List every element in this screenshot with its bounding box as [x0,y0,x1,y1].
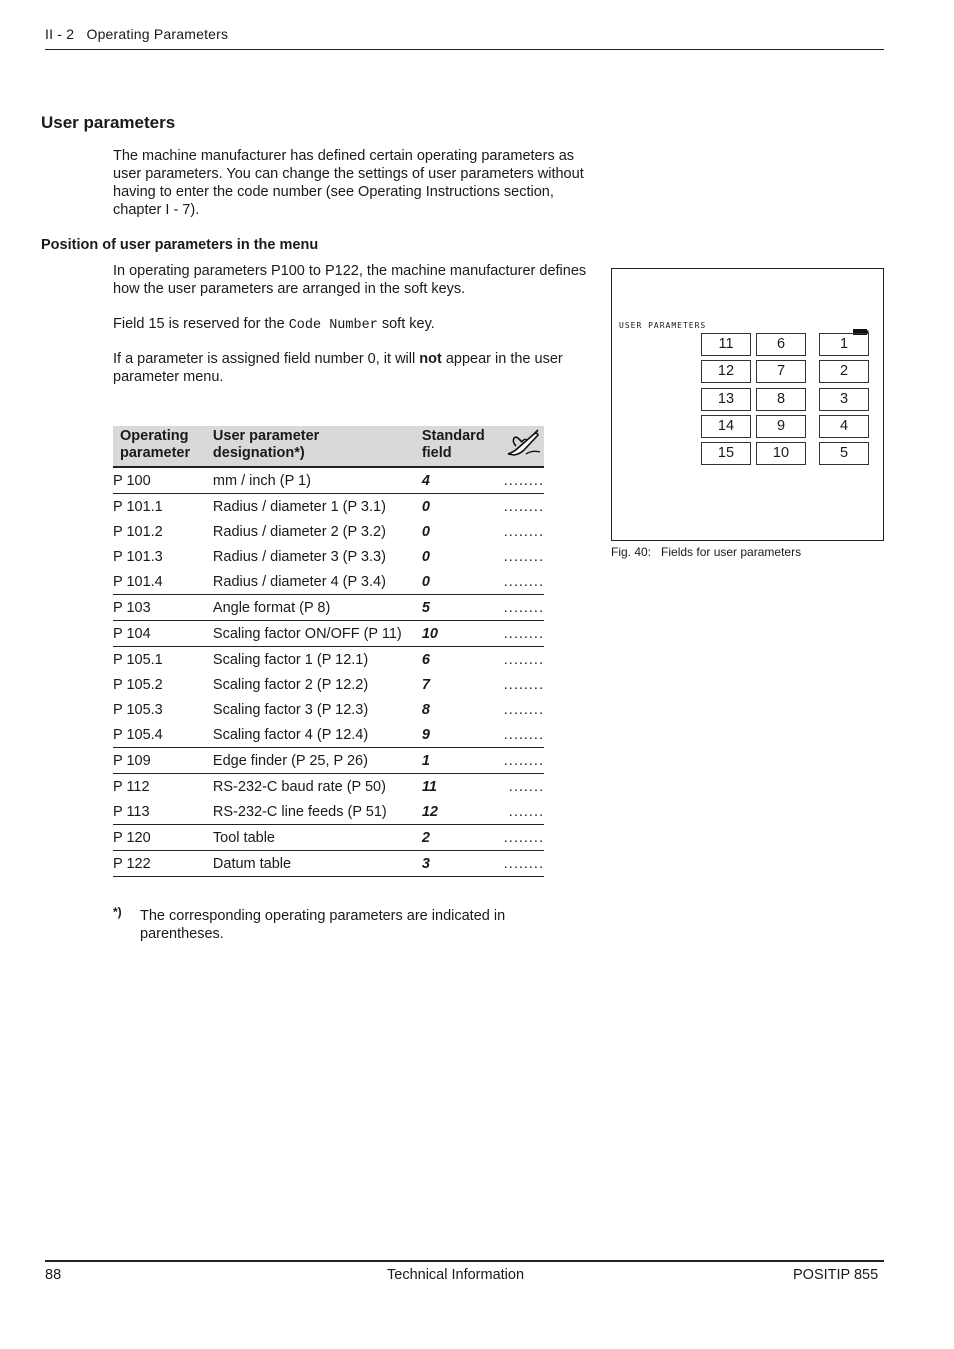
table-row [113,851,544,877]
subsection-title: Position of user parameters in the menu [41,237,319,253]
parameter-cell: P 105.1 [113,652,163,668]
entry-cell: ........ [504,467,544,494]
soft-key-field: 4 [819,415,869,438]
entry-cell: ........ [504,569,544,595]
standard-field-cell: 1 [422,748,504,774]
designation-cell: Scaling factor 2 (P 12.2) [212,677,369,693]
standard-field-cell: 8 [421,702,430,718]
entry-cell: ........ [504,748,544,774]
parameter-cell: P 101.4 [113,569,213,595]
table-row [113,748,544,774]
parameter-cell: P 103 [113,595,213,621]
running-header: II - 2 Operating Parameters [45,26,229,42]
designation-cell: Scaling factor ON/OFF (P 11) [213,621,422,647]
entry-cell: ....... [504,799,544,825]
table-row [113,494,544,520]
entry-cell: ........ [503,677,544,693]
designation-cell: Radius / diameter 3 (P 3.3) [212,549,386,565]
table-header-row [113,426,544,467]
designation-cell: Scaling factor 3 (P 12.3) [212,702,369,718]
paragraph-field-0 [113,350,588,386]
header-rule [45,49,884,50]
user-parameter-table [113,426,544,877]
standard-field-cell: 2 [422,825,504,851]
entry-cell: ........ [504,595,544,621]
soft-key-field: 13 [701,388,751,411]
standard-field-cell: 0 [421,549,430,565]
figure-caption: Fig. 40: Fields for user parameters [611,545,802,559]
table-row [113,595,544,621]
soft-key-field: 1 [819,333,869,356]
standard-field-cell: 6 [421,652,430,668]
table-row [113,825,544,851]
designation-cell: RS-232-C line feeds (P 51) [213,799,422,825]
standard-field-cell: 0 [422,569,504,595]
parameter-cell: P 105.4 [113,722,213,748]
standard-field-cell: 0 [421,524,430,540]
entry-cell: ........ [504,825,544,851]
entry-cell: ........ [504,621,544,647]
standard-field-cell: 12 [422,799,504,825]
table-row [113,799,544,825]
designation-cell: Edge finder (P 25, P 26) [213,748,422,774]
soft-key-field: 2 [819,360,869,383]
soft-key-field: 15 [701,442,751,465]
header-designation-line2: designation*) [212,445,305,461]
table-row [113,467,544,494]
parameter-cell: P 109 [113,748,213,774]
entry-cell: ........ [504,722,544,748]
footer-product: POSITIP 855 [793,1267,879,1283]
entry-cell: ........ [503,499,544,515]
designation-cell: Scaling factor 4 (P 12.4) [213,722,422,748]
designation-cell: Tool table [213,825,422,851]
standard-field-cell: 0 [421,499,430,515]
parameter-cell: P 104 [113,621,213,647]
header-operating-parameter [113,426,213,467]
designation-cell: Radius / diameter 4 (P 3.4) [213,569,422,595]
designation-cell: Angle format (P 8) [213,595,422,621]
soft-key-field: 10 [756,442,806,465]
soft-key-field: 7 [756,360,806,383]
footer-section: Technical Information [387,1267,525,1283]
header-operating-line1: Operating [120,428,189,444]
table-row [113,697,544,722]
soft-key-field: 11 [701,333,751,356]
field-15-text: Field 15 is reserved for the [113,316,289,332]
parameter-cell: P 112 [113,779,150,795]
entry-cell: ........ [503,549,544,565]
standard-field-cell: 11 [421,779,437,795]
header-user-parameter-designation [213,426,422,467]
designation-cell: Radius / diameter 1 (P 3.1) [212,499,386,515]
standard-field-cell: 4 [422,467,504,494]
table-row [113,621,544,647]
paragraph-arrangement: In operating parameters P100 to P122, the machine manufacturer defines how the user parameters are arranged in the soft keys. [113,263,587,297]
soft-key-field: 6 [756,333,806,356]
designation-cell: Datum table [213,851,422,877]
entry-cell: ........ [503,652,544,668]
parameter-cell: P 120 [113,825,213,851]
soft-key-field: 9 [756,415,806,438]
table-row [113,774,544,800]
field-0-emphasis: not [419,351,442,367]
parameter-cell: P 101.1 [113,499,163,515]
parameter-cell: P 105.2 [113,677,163,693]
designation-cell: Radius / diameter 2 (P 3.2) [212,524,386,540]
parameter-cell: P 101.2 [113,524,163,540]
footnote-marker: *) [113,905,122,919]
soft-key-field: 3 [819,388,869,411]
entry-cell: ........ [503,524,544,540]
screen-title: USER PARAMETERS [619,321,707,330]
standard-field-cell: 10 [422,621,504,647]
entry-cell: ........ [503,702,544,718]
parameter-cell: P 105.3 [113,702,163,718]
parameter-cell: P 101.3 [113,549,163,565]
table-row [113,519,544,544]
code-number-softkey-name: Code Number [288,318,378,333]
parameter-cell: P 100 [113,467,213,494]
soft-key-field: 14 [701,415,751,438]
header-standard-field [422,426,504,467]
writing-hand-icon [504,428,544,458]
parameter-cell: P 113 [113,799,213,825]
standard-field-cell: 3 [422,851,504,877]
header-operating-line2: parameter [120,445,191,461]
footnote-text: The corresponding operating parameters are indicated in parentheses. [140,908,506,942]
designation-cell: mm / inch (P 1) [213,467,422,494]
header-entry-column [504,426,544,467]
parameter-cell: P 122 [113,851,213,877]
entry-cell: ....... [508,779,544,795]
soft-key-field: 8 [756,388,806,411]
standard-field-cell: 9 [422,722,504,748]
paragraph-field-15 [113,315,588,335]
table-row [113,672,544,697]
intro-paragraph: The machine manufacturer has defined certain operating parameters as user parameters. You can change the settings of user parameters without having to enter the code number (see Operating Instructions section, chapter I - 7). [113,148,584,218]
field-0-suffix: appear in the user parameter menu. [113,351,563,385]
standard-field-cell: 7 [421,677,430,693]
footer-rule [45,1260,884,1262]
designation-cell: RS-232-C baud rate (P 50) [212,779,386,795]
table-row [113,569,544,595]
designation-cell: Scaling factor 1 (P 12.1) [212,652,369,668]
section-title: User parameters [41,113,176,132]
standard-field-cell: 5 [422,595,504,621]
field-15-suffix: soft key. [377,316,435,332]
header-standard-line1: Standard [421,428,485,444]
header-standard-line2: field [421,445,452,461]
page-number: 88 [45,1267,62,1283]
table-row [113,647,544,673]
table-row [113,722,544,748]
soft-key-field: 12 [701,360,751,383]
soft-key-field: 5 [819,442,869,465]
entry-cell: ........ [504,851,544,877]
table-row [113,544,544,569]
field-0-text: If a parameter is assigned field number 0, it will [113,351,420,367]
header-designation-line1: User parameter [212,428,320,444]
